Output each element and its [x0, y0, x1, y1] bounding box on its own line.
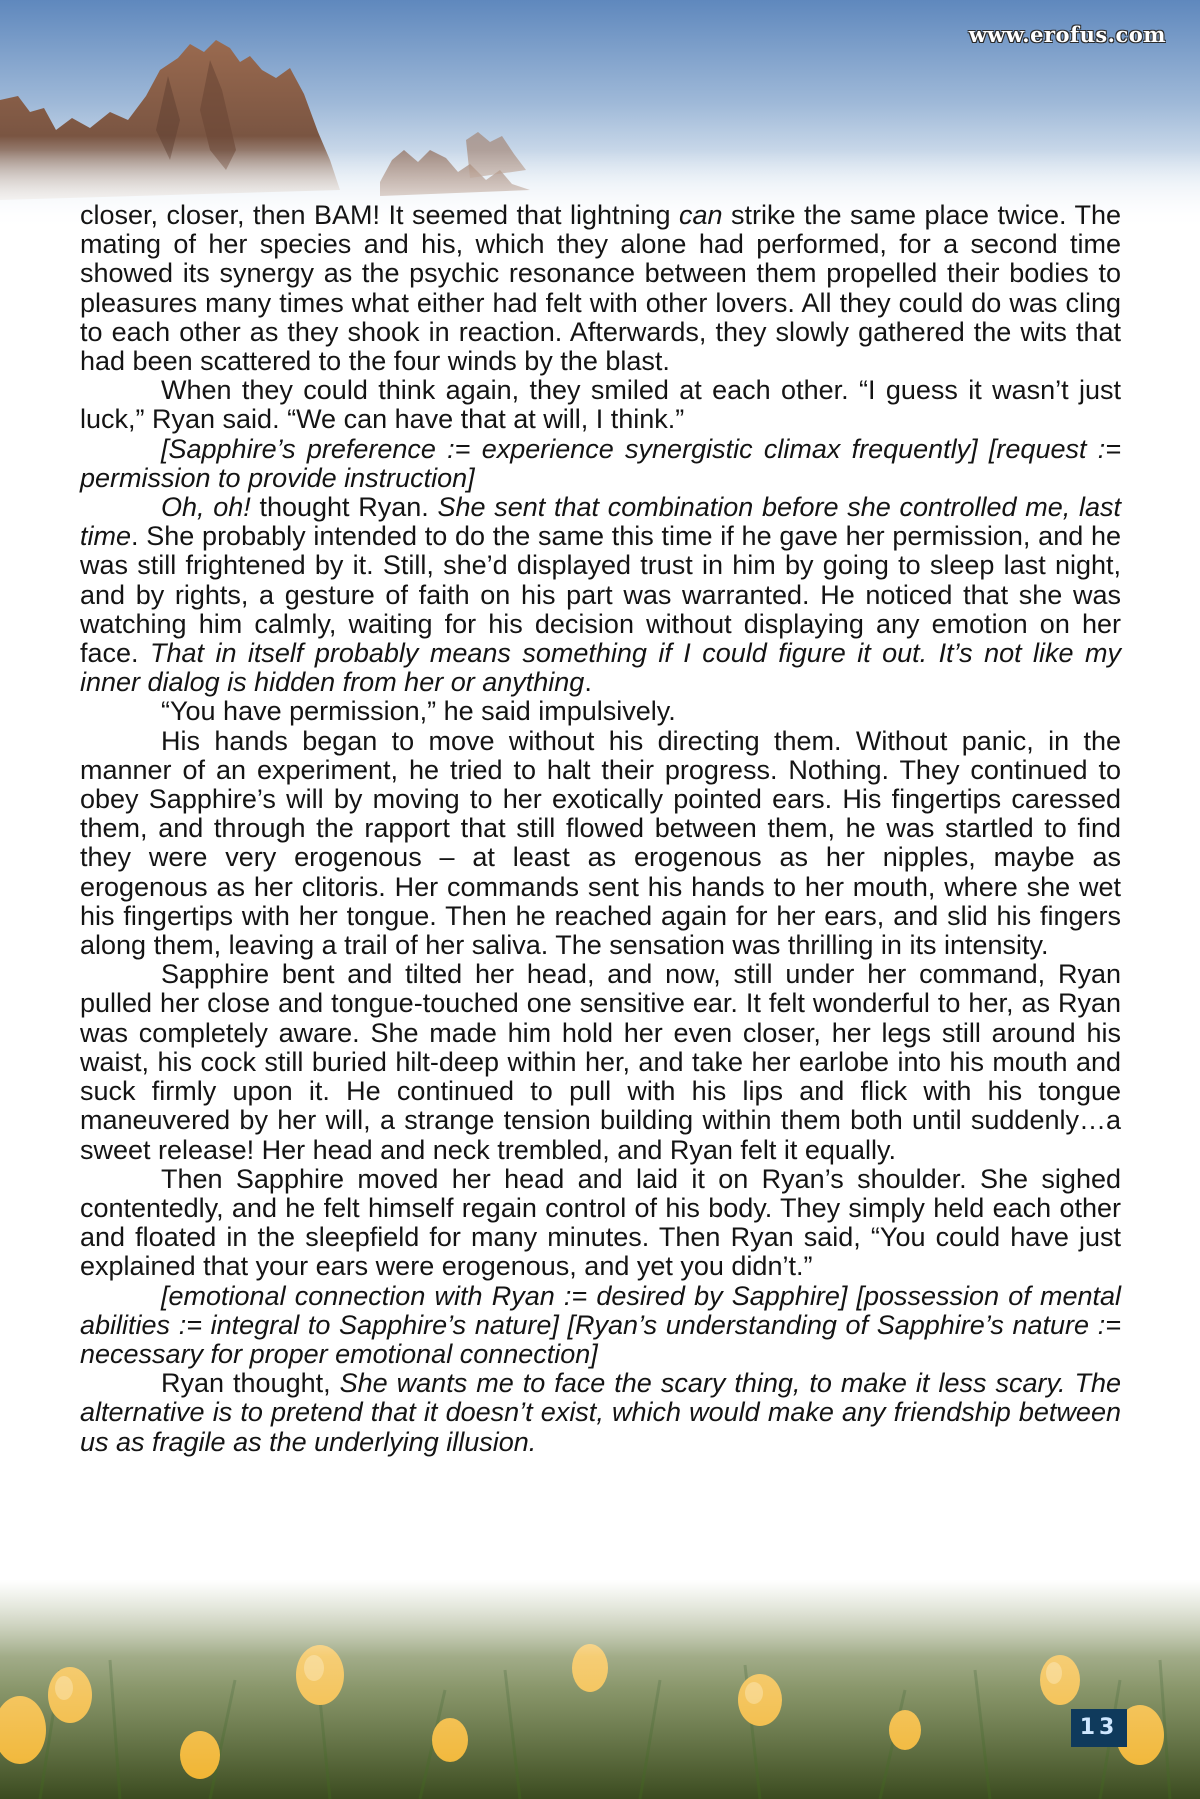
story-paragraph [80, 960, 1121, 1164]
text-run: Ryan thought, [161, 1368, 340, 1399]
italic-text-run: Oh, oh! [161, 492, 251, 523]
story-paragraph [80, 1369, 1121, 1457]
story-paragraph [80, 435, 1121, 493]
text-run: . She probably intended to do the same this time if he gave her permission, and he was still frightened by it. Still, she’d displayed trust in him by going to sleep last night, and by rights, a gesture of faith on his part was warranted. He noticed that she was watching him calmly, waiting for his decision without displaying any emotion on her face. [80, 521, 1121, 669]
italic-text-run: [Sapphire’s preference := experience synergistic climax frequently] [request := permission to provide instruction] [80, 433, 1121, 493]
italic-text-run: That in itself probably means something if I could figure it out. It’s not like my inner dialog is hidden from her or anything [80, 638, 1121, 698]
text-run: When they could think again, they smiled at each other. “I guess it wasn’t just luck,” Ryan said. “We can have that at will, I think.” [80, 375, 1121, 435]
story-body-text [80, 201, 1121, 1457]
text-run: His hands began to move without his directing them. Without panic, in the manner of an experiment, he tried to halt their progress. Nothing. They continued to obey Sapphire’s will by moving to her exotically pointed ears. His fingertips caressed them, and through the rapport that still flowed between them, he was startled to find they were very erogenous – at least as erogenous as her nipples, maybe as erogenous as her clitoris. Her commands sent his hands to her mouth, where she wet his fingertips with her tongue. Then he reached again for her ears, and slid his fingers along them, leaving a trail of her saliva. The sensation was thrilling in its intensity. [80, 725, 1121, 961]
text-run: strike the same place twice. The mating of her species and his, which they alone had performed, for a second time showed its synergy as the psychic resonance between them propelled their bodies to pleasures many times what either had felt with other lovers. All they could do was cling to each other as they shook in reaction. Afterwards, they slowly gathered the wits that had been scattered to the four winds by the blast. [80, 200, 1121, 377]
text-run: Then Sapphire moved her head and laid it on Ryan’s shoulder. She sighed contentedly, and he felt himself regain control of his body. They simply held each other and floated in the sleepfield for many minutes. Then Ryan said, “You could have just explained that your ears were erogenous, and yet you didn’t.” [80, 1163, 1121, 1282]
italic-text-run: She wants me to face the scary thing, to make it less scary. The alternative is to pretend that it doesn’t exist, which would make any friendship between us as fragile as the underlying illusion. [80, 1368, 1121, 1457]
italic-text-run: [emotional connection with Ryan := desired by Sapphire] [possession of mental abilities := integral to Sapphire’s nature] [Ryan’s understanding of Sapphire’s nature := necessary for proper emotional connection] [80, 1280, 1121, 1369]
story-paragraph [80, 697, 1121, 726]
text-run: thought Ryan. [250, 492, 438, 523]
watermark-text: www.erofus.com [968, 22, 1166, 47]
story-paragraph [80, 201, 1121, 376]
text-run: Sapphire bent and tilted her head, and now, still under her command, Ryan pulled her close and tongue-touched one sensitive ear. It felt wonderful to her, as Ryan was completely aware. She made him hold her even closer, her legs still around his waist, his cock still buried hilt-deep within her, and take her earlobe into his mouth and suck firmly upon it. He continued to pull with his lips and flick with his tongue maneuvered by her will, a strange tension building within them both until suddenly…a sweet release! Her head and neck trembled, and Ryan felt it equally. [80, 959, 1121, 1165]
italic-text-run: can [679, 200, 723, 230]
page-number: 13 [1071, 1709, 1127, 1747]
story-paragraph [80, 1165, 1121, 1282]
story-paragraph [80, 493, 1121, 697]
text-run: closer, closer, then BAM! It seemed that lightning [80, 200, 679, 230]
italic-text-run: She sent that combination before she controlled me, last time [80, 492, 1121, 552]
story-paragraph [80, 376, 1121, 434]
text-run: . [584, 667, 592, 698]
text-run: “You have permission,” he said impulsively. [161, 696, 676, 727]
story-paragraph [80, 727, 1121, 961]
wildflower-meadow-footer-image [0, 1580, 1200, 1799]
story-paragraph [80, 1282, 1121, 1370]
